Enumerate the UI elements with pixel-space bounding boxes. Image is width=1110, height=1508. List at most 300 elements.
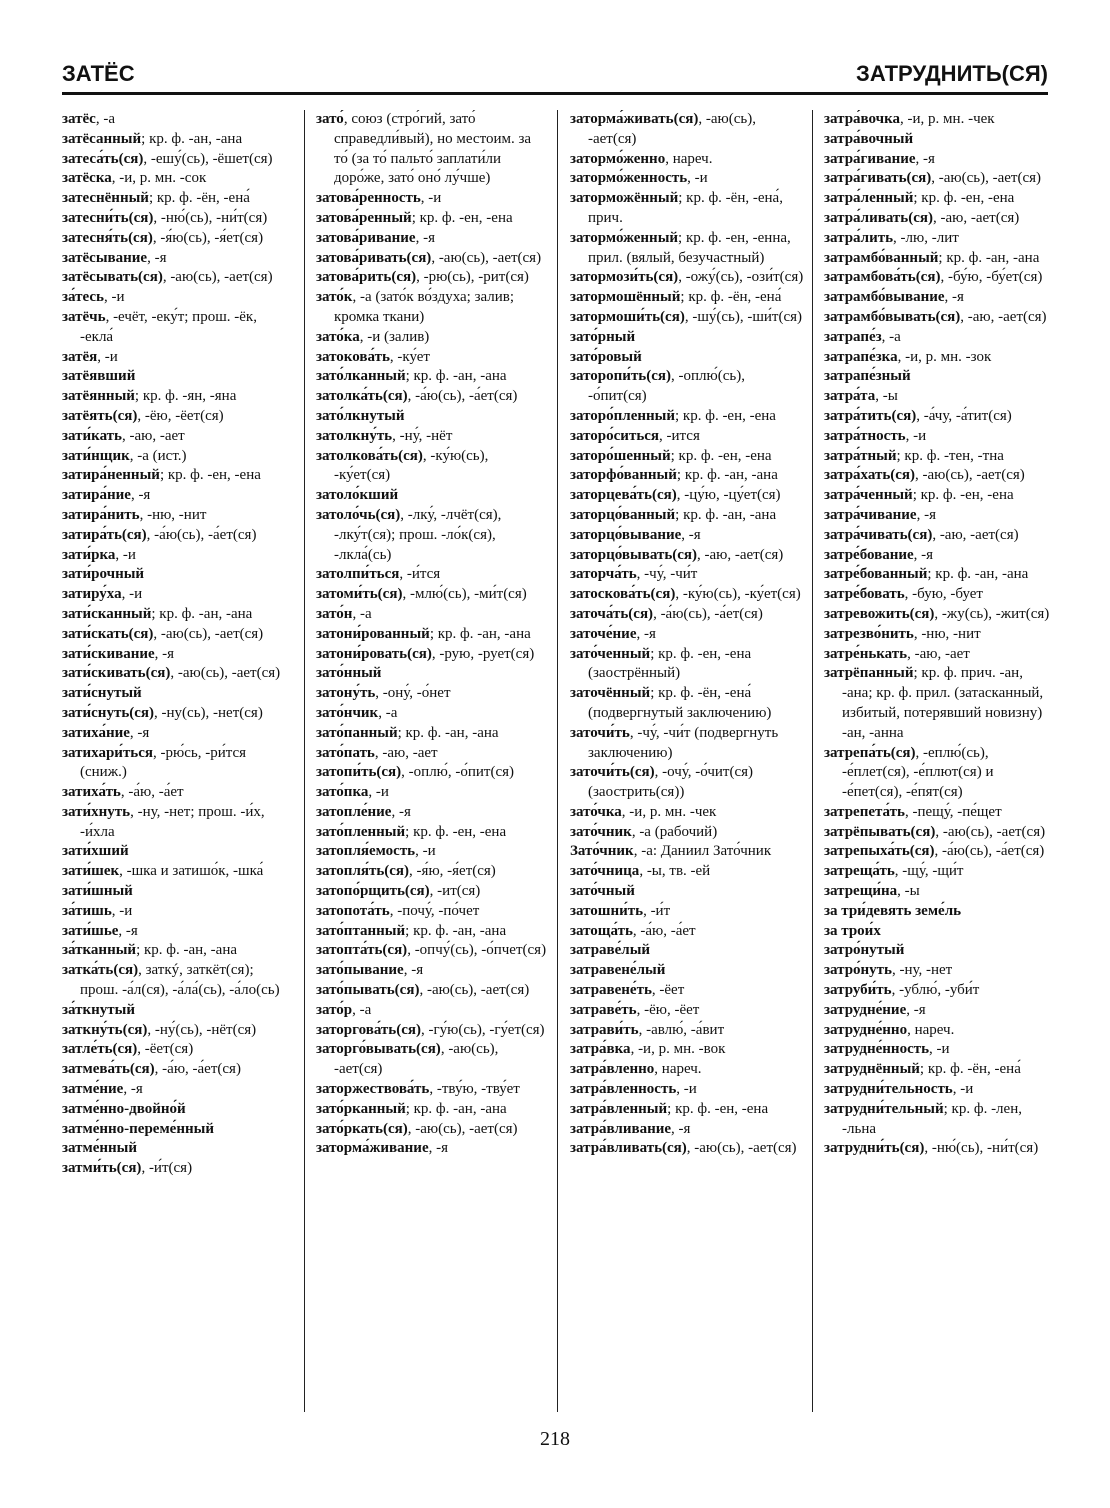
entry-headword: заточа́ть(ся) [570, 605, 654, 622]
entry-headword: затова́ренность [316, 190, 421, 207]
entry-headword: затрудни́тельный [824, 1100, 944, 1117]
entry-headword: затира́ть(ся) [62, 526, 147, 543]
entry-headword: зато́нный [316, 665, 382, 682]
dictionary-entry [316, 902, 548, 922]
entry-headword: затрапе́зка [824, 348, 898, 365]
entry-grammar: ; кр. ф. -лен, -льна [842, 1100, 1022, 1137]
entry-grammar: , -а [352, 605, 372, 622]
entry-headword: затмева́ть(ся) [62, 1061, 155, 1078]
dictionary-entry [570, 1100, 804, 1120]
dictionary-entry [62, 625, 292, 645]
entry-grammar: , -ну́(сь), -нёт(ся) [147, 1021, 257, 1038]
dictionary-entry [62, 585, 292, 605]
dictionary-entry [824, 803, 1054, 823]
entry-headword: зати́хший [62, 843, 129, 860]
entry-grammar: , -бу́ю, -бу́ет(ся) [940, 269, 1043, 286]
dictionary-entry [62, 664, 292, 684]
column-3 [570, 110, 804, 1412]
entry-headword: зато́н [316, 605, 353, 622]
entry-headword: затра́чивать(ся) [824, 526, 933, 543]
entry-headword: затёянный [62, 388, 135, 405]
entry-headword: зати́скивать(ся) [62, 665, 171, 682]
dictionary-entry [570, 565, 804, 585]
dictionary-entry [824, 288, 1054, 308]
entry-grammar: , -аю(сь), -ает(ся) [931, 170, 1042, 187]
dictionary-entry [824, 842, 1054, 862]
entry-headword: затрепа́ть(ся) [824, 744, 916, 761]
entry-grammar: , -я [681, 526, 701, 543]
dictionary-entry [62, 724, 292, 744]
dictionary-entry [316, 486, 548, 506]
dictionary-entry [62, 961, 292, 1001]
entry-headword: заторо́ситься [570, 427, 660, 444]
entry-grammar: , -ится [659, 427, 700, 444]
entry-grammar: , -аю(сь), -ает(ся) [686, 1140, 797, 1157]
dictionary-entry [824, 961, 1054, 981]
dictionary-entry [824, 744, 1054, 803]
entry-grammar: , -я [636, 625, 656, 642]
entry-headword: затра́ченный [824, 487, 913, 504]
column-1 [62, 110, 292, 1412]
entry-headword: затиха́ть [62, 784, 121, 801]
entry-headword: затра́тить(ся) [824, 407, 917, 424]
dictionary-entry [62, 308, 292, 348]
entry-grammar: ; кр. ф. -ен, -ена [405, 823, 507, 840]
entry-grammar: , -ню́(сь), -ни́т(ся) [153, 209, 268, 226]
entry-headword: затра́вочка [824, 111, 901, 127]
entry-headword: зати́сканный [62, 605, 152, 622]
entry-grammar: ; кр. ф. -ен, -ена [670, 447, 772, 464]
dictionary-entry [316, 1120, 548, 1140]
entry-grammar: , -и [121, 586, 143, 603]
entry-headword: затра́гивать(ся) [824, 170, 932, 187]
entry-headword: затира́нить [62, 506, 140, 523]
dictionary-entry [570, 625, 804, 645]
entry-headword: затиру́ха [62, 586, 122, 603]
entry-headword: заторфо́ванный [570, 467, 677, 484]
dictionary-entry [824, 625, 1054, 645]
dictionary-entry [62, 407, 292, 427]
entry-grammar: , -а [352, 1001, 372, 1018]
dictionary-entry [824, 209, 1054, 229]
entry-headword: зато́ [316, 111, 344, 127]
entry-headword: заторма́живать(ся) [570, 111, 699, 127]
entry-headword: затра́вка [570, 1041, 631, 1058]
dictionary-entry [316, 288, 548, 328]
entry-grammar: ; кр. ф. прич. -ан, -ана; кр. ф. прил. (затасканный, избитый, потерявший новизну) -ан, -анна [842, 665, 1044, 741]
entry-headword: затра́хать(ся) [824, 467, 916, 484]
dictionary-entry [824, 387, 1054, 407]
entry-headword: затрепета́ть [824, 803, 905, 820]
entry-headword: затёсывание [62, 249, 148, 266]
dictionary-entry [62, 1100, 292, 1120]
entry-headword: затра́вливание [570, 1120, 672, 1137]
dictionary-entry [824, 486, 1054, 506]
entry-grammar: , -аю(сь), -ает(ся) [162, 269, 273, 286]
dictionary-entry [316, 189, 548, 209]
entry-headword: затра́вочный [824, 130, 914, 147]
entry-grammar: , -и [687, 170, 708, 187]
dictionary-entry [62, 941, 292, 961]
entry-grammar: , -а́ю(сь), -а́ет(ся) [653, 605, 763, 622]
entry-grammar: , -ешу́(сь), -ёшет(ся) [143, 150, 273, 167]
entry-grammar: ; кр. ф. -ён, -ена́ [919, 1061, 1021, 1078]
dictionary-entry [570, 842, 804, 862]
dictionary-entry [570, 763, 804, 803]
dictionary-entry [316, 981, 548, 1001]
entry-grammar: , -я [415, 229, 435, 246]
entry-headword: затре́бованный [824, 566, 928, 583]
entry-headword: зато́панный [316, 724, 398, 741]
dictionary-entry [316, 842, 548, 862]
entry-grammar: , -щу́, -щи́т [894, 863, 964, 880]
entry-grammar: , -и [115, 546, 136, 563]
entry-grammar: , -я [403, 962, 424, 979]
entry-grammar: , -я́ю, -я́ет(ся) [409, 863, 496, 880]
column-2 [316, 110, 548, 1412]
entry-headword: зати́нщик [62, 447, 130, 464]
dictionary-entry [316, 783, 548, 803]
entry-grammar: , -почу́, -по́чет [389, 902, 480, 919]
dictionary-entry [316, 744, 548, 764]
entry-grammar: , -лку́, -лчёт(ся), -лку́т(ся); прош. -ло́к(ся), -лкла́(сь) [334, 506, 502, 563]
dictionary-entry [316, 387, 548, 407]
entry-grammar: , -а (рабочий) [631, 823, 718, 840]
dictionary-entry [570, 328, 804, 348]
entry-headword: заточённый [570, 685, 651, 702]
dictionary-entry [824, 308, 1054, 328]
entry-grammar: ; кр. ф. -ен, -ена [675, 407, 776, 424]
entry-grammar: , -я [391, 803, 411, 820]
entry-grammar: , -и [415, 843, 436, 860]
entry-grammar: , -я [671, 1120, 691, 1137]
dictionary-entry [570, 882, 804, 902]
right-guide-word: ЗАТРУДНИТЬ(СЯ) [856, 61, 1048, 86]
entry-headword: зати́шный [62, 883, 133, 900]
dictionary-entry [570, 526, 804, 546]
entry-grammar: , -цу́ю, -цу́ет(ся) [676, 487, 781, 504]
column-divider [304, 110, 305, 1412]
entry-grammar: , -чу́, -чи́т (подвергнуть заключению) [588, 724, 779, 761]
entry-grammar: , -ку́ю(сь), -ку́ет(ся) [675, 586, 801, 603]
dictionary-entry [570, 922, 804, 942]
dictionary-entry [570, 941, 804, 961]
entry-grammar: ; кр. ф. -ан, -ана [405, 922, 507, 939]
entry-headword: затёсывать(ся) [62, 269, 163, 286]
entry-headword: затре́нькать [824, 645, 908, 662]
dictionary-entry [62, 427, 292, 447]
entry-headword: заторгова́ть(ся) [316, 1021, 421, 1038]
dictionary-entry [316, 961, 548, 981]
entry-headword: заточи́ть(ся) [570, 764, 655, 781]
entry-headword: затрамбо́вывать(ся) [824, 308, 961, 325]
entry-grammar: , -и [420, 190, 442, 207]
entry-headword: затормо́женно [570, 150, 666, 167]
dictionary-entry [824, 466, 1054, 486]
entry-grammar: ; кр. ф. -ён, -ена́ [148, 190, 250, 207]
entry-headword: затрамбо́вывание [824, 289, 945, 306]
entry-headword: заторма́живание [316, 1140, 429, 1157]
dictionary-entry [62, 605, 292, 625]
dictionary-entry [570, 1001, 804, 1021]
dictionary-entry [570, 981, 804, 1001]
dictionary-entry [62, 1001, 292, 1021]
dictionary-entry [62, 150, 292, 170]
entry-grammar: , -и [368, 784, 389, 801]
entry-headword: затормо́женность [570, 170, 688, 187]
entry-headword: зато́пать [316, 744, 375, 761]
dictionary-entry [62, 189, 292, 209]
entry-headword: заторча́ть [570, 566, 637, 583]
entry-grammar: , -авлю́, -а́вит [638, 1021, 725, 1038]
entry-grammar: , -аю, -ает [907, 645, 970, 662]
left-guide-word: ЗАТЁС [62, 61, 135, 86]
dictionary-entry [824, 1060, 1054, 1080]
entry-grammar: ; кр. ф. -ан, -ана [151, 605, 253, 622]
dictionary-entry [824, 407, 1054, 427]
dictionary-entry [570, 1120, 804, 1140]
dictionary-entry [570, 605, 804, 625]
dictionary-entry [62, 684, 292, 704]
entry-grammar: ; кр. ф. -ен, -енна, прил. (вялый, безучастный) [588, 229, 791, 266]
dictionary-entry [316, 882, 548, 902]
dictionary-entry [570, 150, 804, 170]
dictionary-entry [570, 348, 804, 368]
dictionary-entry [570, 1021, 804, 1041]
entry-headword: затрудне́нность [824, 1041, 930, 1058]
entry-grammar: , -а́ю(сь), -а́ет(ся) [146, 526, 257, 543]
entry-grammar: ; кр. ф. -ан, -ана [927, 566, 1029, 583]
dictionary-entry [824, 585, 1054, 605]
entry-headword: затме́ние [62, 1081, 124, 1098]
entry-grammar: ; кр. ф. -ан, -ана [141, 130, 243, 147]
dictionary-entry [824, 1001, 1054, 1021]
entry-headword: затопля́емость [316, 843, 416, 860]
dictionary-entry [62, 645, 292, 665]
dictionary-entry [62, 922, 292, 942]
entry-headword: заторцо́вывание [570, 526, 682, 543]
dictionary-entry [62, 506, 292, 526]
entry-headword: заточи́ть [570, 724, 630, 741]
entry-headword: заторжествова́ть [316, 1081, 430, 1098]
entry-headword: затопле́ние [316, 803, 392, 820]
entry-grammar: , -и (залив) [359, 328, 430, 345]
dictionary-entry [570, 546, 804, 566]
entry-headword: затрудни́ть(ся) [824, 1140, 925, 1157]
entry-headword: зато́ркать(ся) [316, 1120, 408, 1137]
entry-grammar: ; кр. ф. -ан, -ана [397, 724, 499, 741]
entry-headword: зато́чный [570, 883, 635, 900]
entry-grammar: , -еплю́(сь), -е́плет(ся), -е́плют(ся) и -е́пет(ся), -е́пят(ся) [842, 744, 994, 801]
entry-headword: зати́рка [62, 546, 116, 563]
dictionary-entry [62, 447, 292, 467]
dictionary-entry [62, 783, 292, 803]
entry-headword: зато́ка [316, 328, 360, 345]
dictionary-entry [824, 447, 1054, 467]
dictionary-entry [62, 565, 292, 585]
entry-headword: затраве́лый [570, 942, 651, 959]
entry-grammar: , -и, р. мн. -сок [111, 170, 207, 187]
entry-headword: затиха́ние [62, 724, 130, 741]
dictionary-entry [316, 427, 548, 447]
dictionary-entry [824, 367, 1054, 387]
dictionary-entry [316, 367, 548, 387]
dictionary-entry [316, 268, 548, 288]
dictionary-entry [570, 466, 804, 486]
entry-headword: затра́ливать(ся) [824, 209, 933, 226]
dictionary-entry [316, 941, 548, 961]
entry-headword: зато́лканный [316, 368, 406, 385]
entry-grammar: , -а (ист.) [129, 447, 187, 464]
entry-grammar: ; кр. ф. -ен, -ена (заострённый) [588, 645, 752, 682]
dictionary-entry [316, 724, 548, 744]
entry-grammar: ; кр. ф. -ан, -ана [676, 467, 778, 484]
entry-grammar: , -чу́, -чи́т [636, 566, 698, 583]
dictionary-entry [570, 803, 804, 823]
entry-grammar: , -ню, -нит [913, 625, 981, 642]
dictionary-entry [570, 367, 804, 407]
dictionary-columns [62, 110, 1054, 1415]
dictionary-entry [316, 1040, 548, 1080]
entry-grammar: , союз (стро́гий, зато́ справедли́вый), но местоим. за то́ (за то́ пальто́ заплати́ли доро́же, зато́ оно́ лу́чше) [334, 111, 532, 187]
entry-grammar: , -тву́ю, -тву́ет [429, 1081, 520, 1098]
page-number: 218 [540, 1428, 570, 1450]
entry-headword: затопля́ть(ся) [316, 863, 410, 880]
dictionary-entry [824, 605, 1054, 625]
entry-headword: затокова́ть [316, 348, 390, 365]
dictionary-entry [570, 724, 804, 764]
dictionary-entry [824, 1100, 1054, 1140]
dictionary-entry [570, 110, 804, 150]
entry-grammar: , -ёю, -ёет(ся) [137, 407, 224, 424]
entry-grammar: , -рю(сь), -рит(ся) [416, 269, 529, 286]
entry-headword: затра́вливать(ся) [570, 1140, 687, 1157]
entry-headword: заткну́ть(ся) [62, 1021, 148, 1038]
entry-headword: зати́скать(ся) [62, 625, 154, 642]
dictionary-entry [62, 803, 292, 843]
entry-grammar: , -оплю́(сь), -о́пит(ся) [588, 368, 745, 405]
entry-headword: затоскова́ть(ся) [570, 586, 676, 603]
dictionary-entry [62, 704, 292, 724]
entry-grammar: , -ёет(ся) [137, 1041, 194, 1058]
entry-grammar: , -пещу́, -пе́щет [904, 803, 1002, 820]
entry-headword: затра́тный [824, 447, 897, 464]
entry-grammar: , -ню́(сь), -ни́т(ся) [924, 1140, 1039, 1157]
entry-headword: зати́скивание [62, 645, 155, 662]
entry-headword: зато́пленный [316, 823, 406, 840]
entry-grammar: , -и [676, 1081, 697, 1098]
entry-headword: затрави́ть [570, 1021, 639, 1038]
page-header [62, 56, 1048, 95]
dictionary-entry [316, 605, 548, 625]
dictionary-entry [62, 902, 292, 922]
dictionary-entry [62, 862, 292, 882]
dictionary-entry [62, 744, 292, 784]
entry-grammar: , -и́тся [399, 566, 441, 583]
dictionary-entry [316, 209, 548, 229]
entry-grammar: , -я [123, 1081, 143, 1098]
entry-headword: затолка́ть(ся) [316, 388, 408, 405]
entry-headword: затопота́ть [316, 902, 390, 919]
entry-headword: затова́рить(ся) [316, 269, 417, 286]
entry-grammar: , -ы [897, 883, 920, 900]
dictionary-entry [824, 130, 1054, 150]
dictionary-entry [824, 506, 1054, 526]
entry-headword: зато́птанный [316, 922, 406, 939]
entry-headword: заторо́шенный [570, 447, 671, 464]
dictionary-entry [316, 110, 548, 189]
entry-grammar: , -и, р. мн. -зок [897, 348, 992, 365]
dictionary-entry [316, 763, 548, 783]
entry-headword: затре́бование [824, 546, 914, 563]
entry-headword: затолкова́ть(ся) [316, 447, 423, 464]
entry-headword: затоми́ть(ся) [316, 586, 403, 603]
entry-grammar: ; кр. ф. -ян, -яна [134, 388, 237, 405]
entry-headword: заторцо́ванный [570, 506, 676, 523]
entry-headword: заторможённый [570, 190, 679, 207]
entry-grammar: , -я [118, 922, 138, 939]
entry-headword: затёять(ся) [62, 407, 138, 424]
entry-headword: затова́ренный [316, 209, 412, 226]
entry-headword: затону́ть [316, 685, 376, 702]
entry-grammar: , -ожу́(сь), -ози́т(ся) [678, 269, 804, 286]
entry-grammar: , нареч. [907, 1021, 955, 1038]
entry-headword: затра́вленный [570, 1100, 668, 1117]
entry-grammar: , -я [129, 724, 150, 741]
entry-headword: зати́шек [62, 863, 120, 880]
dictionary-entry [316, 1139, 548, 1159]
dictionary-entry [316, 565, 548, 585]
dictionary-entry [62, 1120, 292, 1140]
entry-headword: затрапе́зный [824, 368, 911, 385]
dictionary-entry [316, 407, 548, 427]
entry-grammar: , -а [95, 111, 115, 127]
entry-headword: затёчь [62, 308, 106, 325]
entry-headword: зати́кать [62, 427, 122, 444]
dictionary-entry [824, 1139, 1054, 1159]
entry-headword: затесни́ть(ся) [62, 209, 154, 226]
entry-headword: затре́бовать [824, 586, 905, 603]
entry-headword: затравене́ть [570, 982, 652, 999]
entry-headword: затрёпывать(ся) [824, 823, 936, 840]
dictionary-entry [570, 902, 804, 922]
dictionary-entry [316, 1001, 548, 1021]
dictionary-entry [570, 1060, 804, 1080]
entry-grammar: , -и́т [643, 902, 671, 919]
dictionary-entry [570, 486, 804, 506]
dictionary-entry [570, 862, 804, 882]
dictionary-entry [824, 645, 1054, 665]
entry-grammar: , нареч. [665, 150, 713, 167]
dictionary-entry [824, 328, 1054, 348]
entry-grammar: ; кр. ф. -ен, -ена [913, 190, 1015, 207]
entry-grammar: , -ёю, -ёет [636, 1001, 700, 1018]
entry-headword: затёс [62, 111, 96, 127]
dictionary-entry [62, 249, 292, 269]
entry-grammar: , -и, р. мн. -чек [621, 803, 717, 820]
entry-headword: зати́снуть(ся) [62, 704, 155, 721]
entry-grammar: , -я [906, 1001, 926, 1018]
entry-headword: затова́ривать(ся) [316, 249, 432, 266]
entry-headword: затрудне́ние [824, 1001, 907, 1018]
entry-headword: зато́чник [570, 823, 632, 840]
dictionary-entry [824, 348, 1054, 368]
entry-headword: затошни́ть [570, 902, 644, 919]
entry-grammar: ; кр. ф. -ан, -ана [429, 625, 531, 642]
entry-headword: затони́ровать(ся) [316, 645, 432, 662]
entry-grammar: , -бую, -бует [904, 586, 983, 603]
entry-headword: затра́ленный [824, 190, 914, 207]
